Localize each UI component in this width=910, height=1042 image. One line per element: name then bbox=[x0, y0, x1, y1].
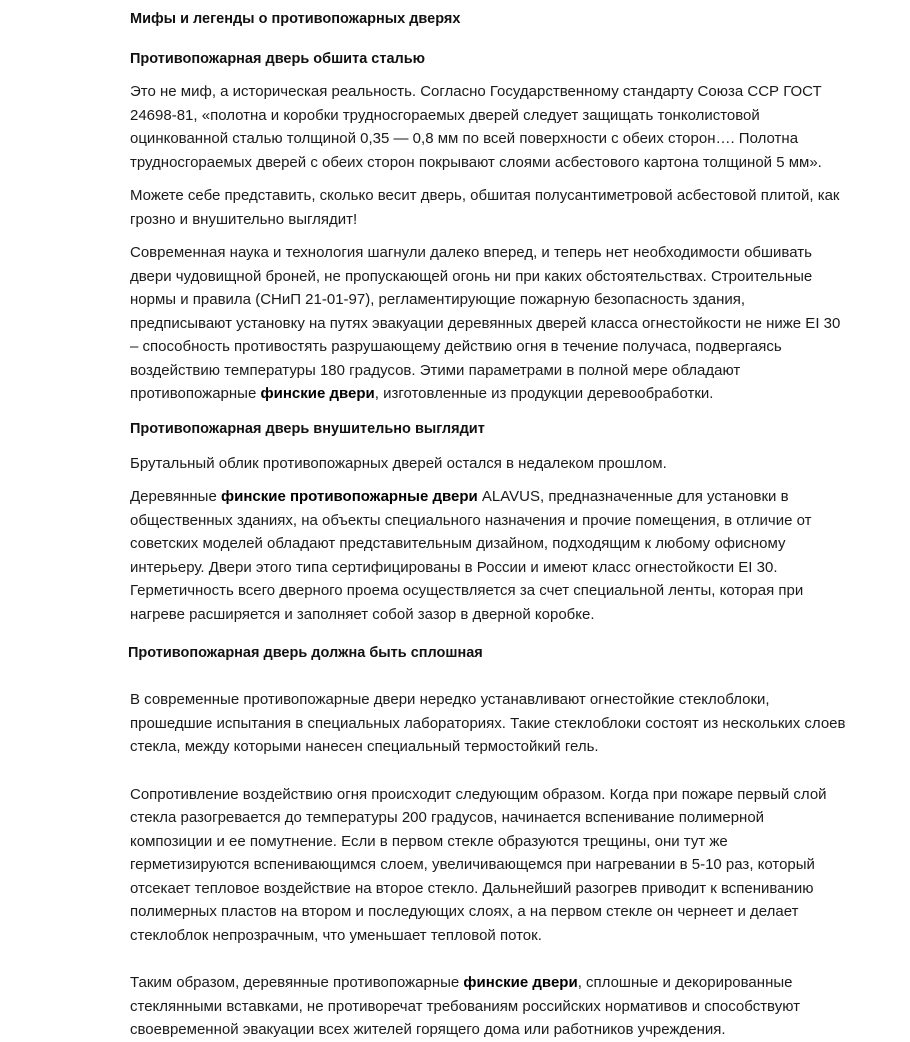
document-title: Мифы и легенды о противопожарных дверях bbox=[130, 11, 461, 27]
paragraph-alavus bbox=[130, 485, 850, 626]
text-run: , сплошные и декорированные стеклянными вставками, не противоречат требованиям российских нормативов и способствуют своевременной эвакуации всех жителей горящего дома или работников учреждения. bbox=[130, 974, 800, 1038]
paragraph-gost: Это не миф, а историческая реальность. Согласно Государственному стандарту Союза ССР ГОСТ 24698-81, «полотна и коробки трудносгораемых дверей следует защищать тонколистовой оцинкованной сталью толщиной 0,35 — 0,8 мм по всей поверхности с обеих сторон…. Полотна трудносгораемых дверей с обеих сторон покрывают слоями асбестового картона толщиной 5 мм». bbox=[130, 83, 822, 171]
paragraph-brutal-look: Брутальный облик противопожарных дверей остался в недалеком прошлом. bbox=[130, 454, 667, 472]
section-heading-steel: Противопожарная дверь обшита сталью bbox=[130, 51, 426, 67]
text-run: Таким образом, деревянные противопожарные bbox=[130, 974, 464, 991]
section-heading-solid: Противопожарная дверь должна быть сплошная bbox=[128, 645, 483, 661]
text-run: Современная наука и технология шагнули далеко вперед, и теперь нет необходимости обшивать двери чудовищной броней, не пропускающей огонь ни при каких обстоятельствах. Строительные нормы и правила (СНиП 21-01-97), регламентирующие пожарную безопасность здания, предписывают установку на путях эвакуации деревянных дверей класса огнестойкости не ниже EI 30 – способность противостять разрушающему действию огня в течение получаса, подвергаясь воздействию температуры 180 градусов. Этими параметрами в полной мере обладают противопожарные bbox=[130, 244, 841, 402]
bold-finnish-doors: финские двери bbox=[463, 974, 578, 991]
text-run: , изготовленные из продукции деревообработки. bbox=[374, 385, 714, 402]
bold-finnish-fire-doors: финские противопожарные двери bbox=[220, 488, 478, 505]
paragraph-modern-science bbox=[130, 241, 850, 406]
paragraph-weight: Можете себе представить, сколько весит дверь, обшитая полусантиметровой асбестовой плитой, как грозно и внушительно выглядит! bbox=[130, 187, 840, 228]
text-run: Деревянные bbox=[130, 488, 221, 505]
paragraph-glass-blocks: В современные противопожарные двери нередко устанавливают огнестойкие стеклоблоки, прошедшие испытания в специальных лабораториях. Такие стеклоблоки состоят из нескольких слоев стекла, между которыми нанесен специальный термостойкий гель. bbox=[130, 691, 846, 755]
document bbox=[130, 8, 850, 1042]
paragraph-fire-resistance: Сопротивление воздействию огня происходит следующим образом. Когда при пожаре первый слой стекла разогревается до температуры 200 градусов, начинается вспенивание полимерной композиции и ее помутнение. Если в первом стекле образуются трещины, они тут же герметизируются вспенивающимся слоем, увеличивающемся при нагревании в 5-10 раз, который отсекает тепловое воздействие на второе стекло. Дальнейший разогрев приводит к вспениванию полимерных пластов на втором и последующих слоях, а на первом стекле он чернеет и делает стеклоблок непрозрачным, что уменьшает тепловой поток. bbox=[130, 785, 827, 944]
text-run: ALAVUS, предназначенные для установки в общественных зданиях, на объекты специального назначения и прочие помещения, в отличие от советских моделей обладают представительным дизайном, подходящим к любому офисному интерьеру. Двери этого типа сертифицированы в России и имеют класс огнестойкости EI 30. Герметичность всего дверного проема осуществляется за счет специальной ленты, которая при нагреве расширяется и заполняет собой зазор в дверной коробке. bbox=[130, 488, 812, 623]
section-heading-appearance: Противопожарная дверь внушительно выглядит bbox=[130, 420, 485, 437]
paragraph-conclusion bbox=[130, 971, 850, 1042]
bold-link-finnish-doors: финские двери bbox=[260, 385, 375, 402]
